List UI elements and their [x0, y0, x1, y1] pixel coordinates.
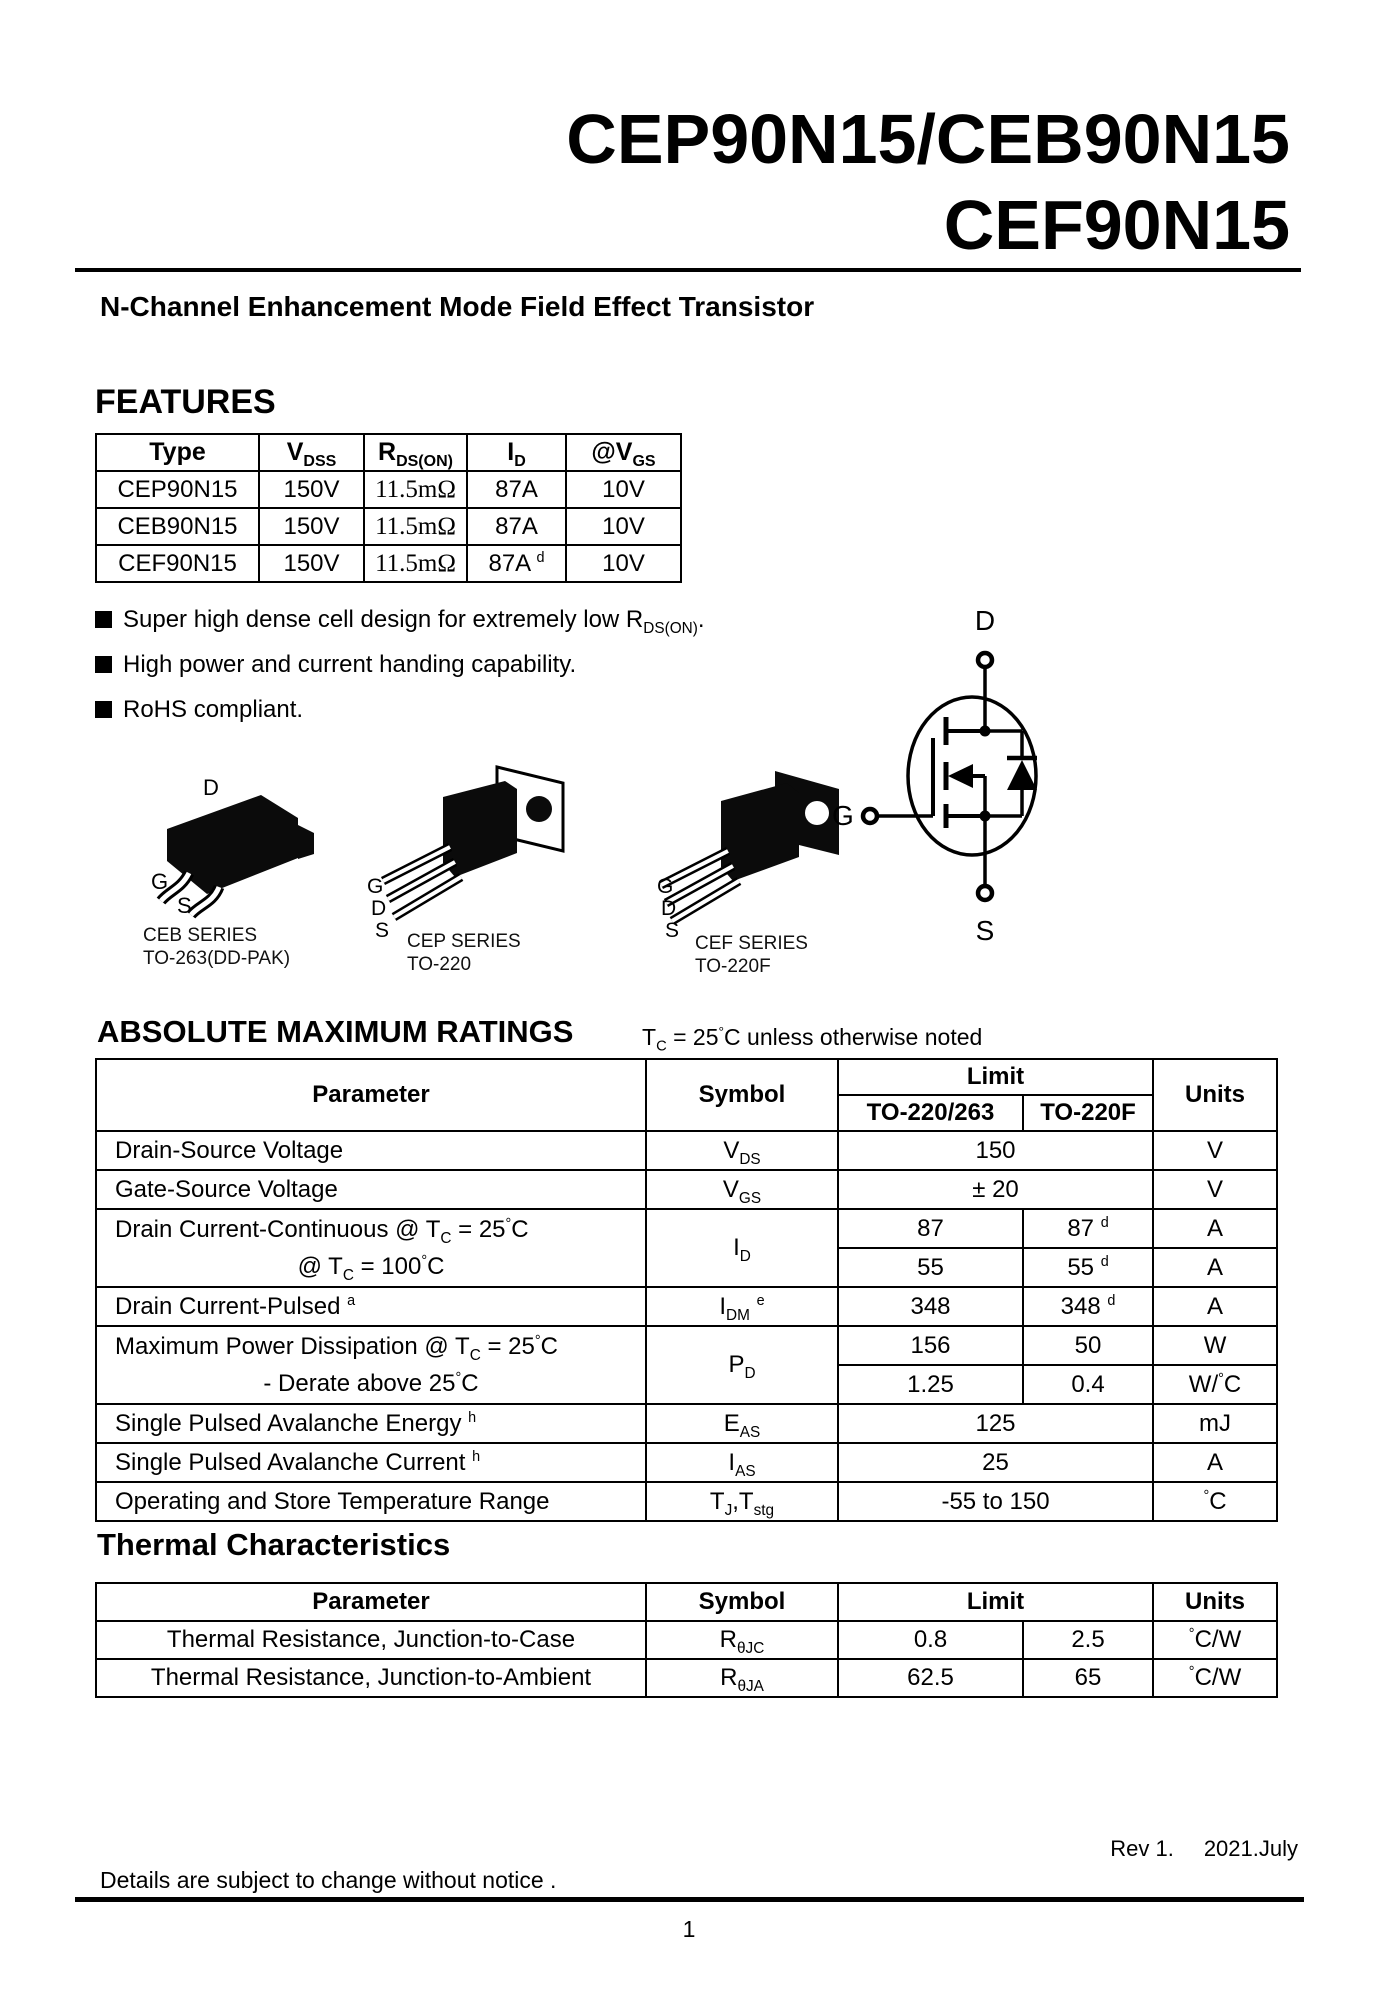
package-name: TO-263(DD-PAK) [143, 948, 291, 969]
package-lead-inner [672, 881, 739, 921]
table-row [96, 1404, 1277, 1443]
table-cell: 87 $^d$ [1023, 1209, 1153, 1248]
square-bullet-icon [95, 611, 112, 628]
footer-divider [75, 1897, 1304, 1902]
square-bullet-icon [95, 656, 112, 673]
column-header-parameter: Parameter [96, 1059, 646, 1131]
drain-terminal [978, 653, 992, 667]
title-line-2: CEF90N15 [943, 186, 1290, 264]
table-cell: -55 to 150 [838, 1482, 1153, 1521]
feature-text: High power and current handing capability. [123, 651, 577, 678]
package-caption [143, 924, 290, 970]
table-cell: $R_{\theta JA}$ [646, 1659, 838, 1697]
body-arrow [948, 764, 973, 788]
table-cell: Drain-Source Voltage [96, 1131, 646, 1170]
pin-label-s: S [375, 919, 390, 942]
table-cell: Gate-Source Voltage [96, 1170, 646, 1209]
table-cell: 150V [259, 508, 364, 545]
table-row [96, 545, 681, 582]
feature-bullet [95, 696, 705, 724]
column-header-symbol: Symbol [646, 1059, 838, 1131]
table-cell: 348 [838, 1287, 1023, 1326]
feature-text: RoHS compliant. [123, 696, 304, 723]
table-cell: Single Pulsed Avalanche Energy $^h$ [96, 1404, 646, 1443]
package-drawing-to263 [125, 765, 335, 940]
terminal-label-drain: D [974, 605, 996, 636]
table-cell: Thermal Resistance, Junction-to-Case [96, 1621, 646, 1659]
table-cell: 10V [566, 545, 681, 582]
table-cell: 125 [838, 1404, 1153, 1443]
table-cell: A [1153, 1209, 1277, 1248]
table-row [96, 1131, 1277, 1170]
table-cell: °C/W [1153, 1621, 1277, 1659]
pin-label-g: G [367, 875, 384, 898]
pin-label-g: G [151, 869, 169, 894]
table-cell: 348 $^d$ [1023, 1287, 1153, 1326]
column-header: $I_D$ [467, 434, 566, 471]
table-cell: 156 [838, 1326, 1023, 1365]
table-cell: 0.8 [838, 1621, 1023, 1659]
table-cell: 2.5 [1023, 1621, 1153, 1659]
table-cell: 11.5mΩ [364, 545, 467, 582]
cell-line: - Derate above 25°C [263, 1370, 479, 1397]
table-cell: CEB90N15 [96, 508, 259, 545]
table-cell: V [1153, 1131, 1277, 1170]
table-cell: 50 [1023, 1326, 1153, 1365]
package-lead-inner [394, 877, 461, 917]
table-cell: A [1153, 1443, 1277, 1482]
table-cell: $R_{\theta JC}$ [646, 1621, 838, 1659]
thermal-table [95, 1582, 1278, 1698]
table-cell: 1.25 [838, 1365, 1023, 1404]
revision-date: 2021.July [1203, 1836, 1298, 1861]
table-cell: V [1153, 1170, 1277, 1209]
change-notice: Details are subject to change without notice . [100, 1867, 557, 1893]
table-row [96, 508, 681, 545]
table-cell: 150 [838, 1131, 1153, 1170]
table-cell: W/°C [1153, 1365, 1277, 1404]
table-row [96, 1659, 1277, 1697]
table-cell: A [1153, 1248, 1277, 1287]
column-header-to220f: TO-220F [1023, 1095, 1153, 1131]
table-cell: 11.5mΩ [364, 471, 467, 508]
features-table [95, 433, 682, 583]
table-cell: 10V [566, 471, 681, 508]
pin-label-d: D [661, 897, 677, 920]
table-cell: 87A $^d$ [467, 545, 566, 582]
table-cell: CEF90N15 [96, 545, 259, 582]
table-cell: 55 [838, 1248, 1023, 1287]
terminal-label-gate: G [832, 800, 854, 831]
package-caption [695, 932, 808, 978]
table-row [96, 1482, 1277, 1521]
abs-max-header-row [96, 1059, 1277, 1095]
mounting-hole [526, 796, 552, 822]
table-cell: 0.4 [1023, 1365, 1153, 1404]
table-cell [96, 1326, 646, 1404]
table-cell: 10V [566, 508, 681, 545]
feature-text: Super high dense cell design for extremely low $R_{DS(ON)}$. [123, 606, 705, 637]
table-cell: 55 $^d$ [1023, 1248, 1153, 1287]
table-cell: Drain Current-Pulsed $^a$ [96, 1287, 646, 1326]
page-number: 1 [682, 1916, 696, 1942]
header-divider [75, 268, 1301, 272]
table-cell: 25 [838, 1443, 1153, 1482]
table-cell: A [1153, 1287, 1277, 1326]
table-row [96, 1621, 1277, 1659]
abs-max-condition: $T_C = 25^\circ C$ unless otherwise noted [642, 1024, 983, 1055]
cell-line: Maximum Power Dissipation @ $T_C = 25^\circ C$ [115, 1333, 558, 1364]
table-row [96, 1287, 1277, 1326]
package-series: CEF SERIES [695, 933, 808, 954]
page-title [566, 96, 1290, 268]
column-header-to220-263: TO-220/263 [838, 1095, 1023, 1131]
cell-line: Drain Current-Continuous @ $T_C = 25^\circ C$ [115, 1216, 529, 1247]
package-lead-inner [388, 862, 455, 899]
column-header: Type [96, 434, 259, 471]
feature-bullet [95, 651, 705, 679]
package-caption [407, 930, 521, 976]
table-cell: 150V [259, 471, 364, 508]
column-header-limit: Limit [838, 1059, 1153, 1095]
pin-label-g: G [657, 875, 674, 898]
table-cell: 65 [1023, 1659, 1153, 1697]
terminal-label-source: S [975, 915, 995, 946]
column-header: $R_{DS(ON)}$ [364, 434, 467, 471]
package-name: TO-220 [407, 954, 472, 975]
table-cell: $P_D$ [646, 1326, 838, 1404]
title-line-1: CEP90N15/CEB90N15 [566, 100, 1290, 178]
table-cell: $V_{DS}$ [646, 1131, 838, 1170]
thermal-header-row [96, 1583, 1277, 1621]
body-diode [1007, 760, 1037, 790]
table-row [96, 1170, 1277, 1209]
package-tab [298, 825, 314, 859]
abs-max-heading: ABSOLUTE MAXIMUM RATINGS [97, 1014, 574, 1049]
table-cell: 87A [467, 508, 566, 545]
table-cell: Single Pulsed Avalanche Current $^h$ [96, 1443, 646, 1482]
table-cell: W [1153, 1326, 1277, 1365]
pin-label-s: S [177, 893, 192, 918]
table-cell: 87A [467, 471, 566, 508]
feature-bullet [95, 606, 705, 637]
table-row [96, 1443, 1277, 1482]
package-series: CEB SERIES [143, 925, 258, 946]
table-cell: Operating and Store Temperature Range [96, 1482, 646, 1521]
column-header-units: Units [1153, 1583, 1277, 1621]
table-cell: $E_{AS}$ [646, 1404, 838, 1443]
table-cell: CEP90N15 [96, 471, 259, 508]
table-cell: $I_{AS}$ [646, 1443, 838, 1482]
table-cell: °C [1153, 1482, 1277, 1521]
table-cell: 87 [838, 1209, 1023, 1248]
table-cell: $V_{GS}$ [646, 1170, 838, 1209]
column-header-units: Units [1153, 1059, 1277, 1131]
table-cell: 62.5 [838, 1659, 1023, 1697]
abs-max-table [95, 1058, 1278, 1522]
thermal-heading: Thermal Characteristics [97, 1527, 451, 1562]
subtitle: N-Channel Enhancement Mode Field Effect Transistor [100, 291, 815, 322]
table-cell: mJ [1153, 1404, 1277, 1443]
features-header-row [96, 434, 681, 471]
pin-label-d: D [203, 775, 219, 800]
table-cell: $I_{DM}$ $^e$ [646, 1287, 838, 1326]
package-name: TO-220F [695, 956, 771, 977]
pin-label-d: D [371, 897, 387, 920]
table-cell: $T_J,T_{stg}$ [646, 1482, 838, 1521]
table-cell: 11.5mΩ [364, 508, 467, 545]
source-terminal [978, 886, 992, 900]
square-bullet-icon [95, 701, 112, 718]
table-row [96, 1326, 1277, 1365]
table-cell: °C/W [1153, 1659, 1277, 1697]
column-header-parameter: Parameter [96, 1583, 646, 1621]
package-series: CEP SERIES [407, 931, 521, 952]
revision: Rev 1. [1110, 1836, 1174, 1861]
column-header-limit: Limit [838, 1583, 1153, 1621]
table-cell: ± 20 [838, 1170, 1153, 1209]
gate-terminal [863, 809, 877, 823]
table-cell [96, 1209, 646, 1287]
features-heading: FEATURES [95, 383, 276, 421]
revision-line [1110, 1836, 1298, 1862]
column-header: $@V_{GS}$ [566, 434, 681, 471]
table-row [96, 1209, 1277, 1248]
table-cell: 150V [259, 545, 364, 582]
table-row [96, 471, 681, 508]
table-cell: Thermal Resistance, Junction-to-Ambient [96, 1659, 646, 1697]
cell-line: @ $T_C = 100^\circ C$ [297, 1253, 445, 1284]
column-header-symbol: Symbol [646, 1583, 838, 1621]
column-header: $V_{DSS}$ [259, 434, 364, 471]
feature-bullet-list [95, 606, 705, 741]
mosfet-symbol [820, 598, 1060, 953]
table-cell: $I_D$ [646, 1209, 838, 1287]
pin-label-s: S [665, 919, 680, 942]
package-lead-inner [383, 847, 450, 881]
